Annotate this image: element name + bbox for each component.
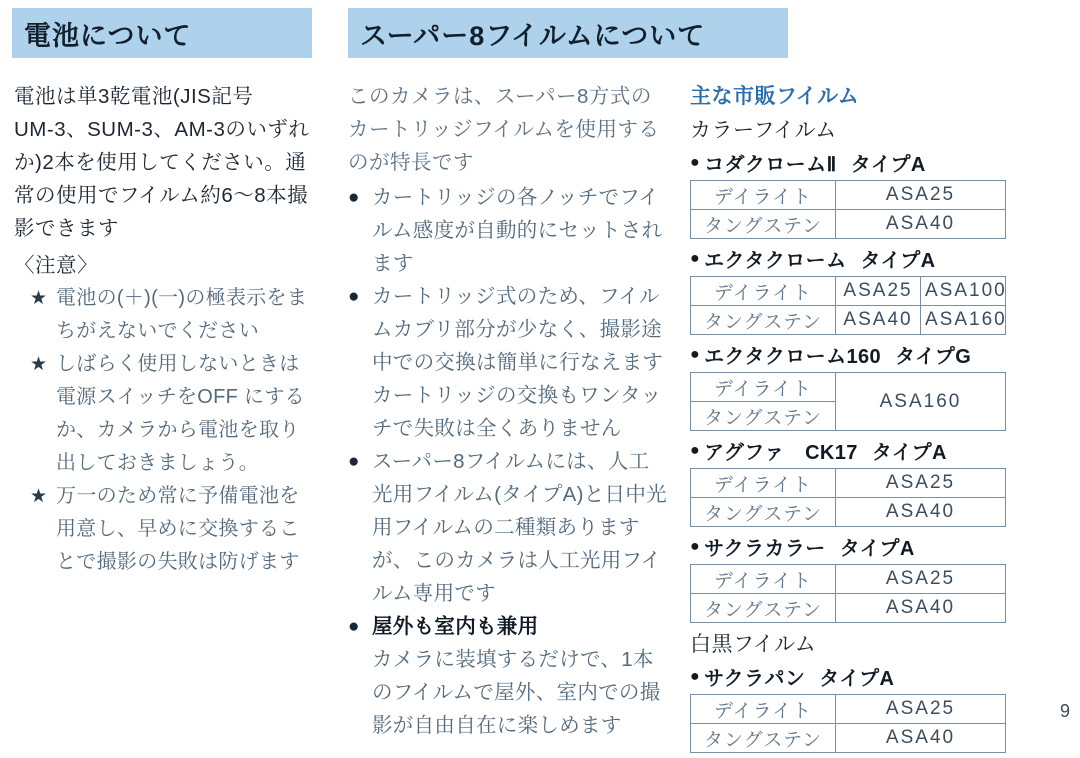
row-value: ASA40 (836, 210, 1006, 239)
film-heading (690, 340, 1020, 369)
list-item-text: 電池の(＋)(一)の極表示をまちがえないでください (56, 287, 308, 342)
row-value: ASA25 (836, 565, 1006, 594)
row-value-merged: ASA160 (836, 373, 1006, 431)
row-label: タングステン (691, 402, 836, 431)
film-heading (690, 436, 1020, 465)
table-row (691, 373, 1006, 402)
table-row (691, 469, 1006, 498)
list-item (348, 181, 668, 280)
dot-icon: ● (690, 249, 701, 267)
row-label: デイライト (691, 373, 836, 402)
row-value: ASA40 (836, 498, 1006, 527)
film-dual-use-body: カメラに装填するだけで、1本のフイルムで屋外、室内での撮影が自由自在に楽しめます (372, 648, 661, 737)
film-type: タイプA (819, 668, 895, 690)
row-label: タングステン (691, 594, 836, 623)
row-value: ASA160 (921, 306, 1006, 335)
dot-icon: ● (348, 616, 360, 637)
row-label: タングステン (691, 306, 836, 335)
film-heading (690, 148, 1020, 177)
section-header-battery-label: 電池について (24, 20, 192, 51)
section-header-battery (12, 8, 312, 58)
dot-icon: ● (690, 153, 701, 171)
row-label: デイライト (691, 277, 836, 306)
film-table (690, 694, 1006, 753)
film-heading (690, 532, 1020, 561)
section-header-film (348, 8, 788, 58)
list-item (348, 280, 668, 445)
battery-caution-list (14, 282, 314, 579)
film-type: タイプA (860, 250, 936, 272)
row-value: ASA25 (836, 277, 921, 306)
list-item-text: しばらく使用しないときは電源スイッチをOFF にするか、カメラから電池を取り出しておきましょう。 (56, 353, 305, 474)
film-name: エクタクローム160 (704, 346, 882, 368)
row-label: タングステン (691, 498, 836, 527)
film-type: タイプG (895, 346, 972, 368)
bw-film-section-label: 白黒フイルム (690, 633, 817, 656)
row-value: ASA100 (921, 277, 1006, 306)
row-value: ASA40 (836, 594, 1006, 623)
film-list-title: 主な市販フイルム (690, 85, 860, 108)
dot-icon: ● (690, 667, 701, 685)
dot-icon: ● (690, 345, 701, 363)
section-header-film-label: スーパー8フイルムについて (360, 20, 706, 51)
list-item (28, 480, 314, 579)
table-row (691, 210, 1006, 239)
list-item (348, 445, 668, 610)
table-row (691, 695, 1006, 724)
list-item-text: カートリッジの各ノッチでフイルム感度が自動的にセットされます (372, 186, 663, 275)
column-film-table (690, 80, 1020, 758)
film-name: コダクロームⅡ (704, 154, 837, 176)
row-label: デイライト (691, 181, 836, 210)
film-table (690, 468, 1006, 527)
list-item-text: 万一のため常に予備電池を用意し、早めに交換することで撮影の失敗は防げます (56, 485, 300, 573)
list-item (28, 282, 314, 348)
film-name: サクラカラー (704, 538, 826, 560)
row-label: タングステン (691, 724, 836, 753)
star-icon: ★ (30, 486, 48, 507)
list-item-highlight (348, 610, 668, 643)
film-heading (690, 244, 1020, 273)
table-row (691, 181, 1006, 210)
row-value: ASA25 (836, 695, 1006, 724)
battery-caution-heading: 〈注意〉 (14, 254, 98, 277)
film-table (690, 276, 1006, 335)
star-icon: ★ (30, 288, 48, 309)
film-intro-paragraph: このカメラは、スーパー8方式のカートリッジフイルムを使用するのが特長です (348, 85, 660, 174)
table-row (691, 594, 1006, 623)
table-row (691, 565, 1006, 594)
film-name: エクタクローム (704, 250, 847, 272)
row-value: ASA25 (836, 181, 1006, 210)
film-heading (690, 662, 1020, 691)
film-name: サクラパン (704, 668, 806, 690)
film-name: アグファ CK17 (704, 442, 858, 464)
film-type: タイプA (839, 538, 915, 560)
table-row (691, 306, 1006, 335)
page-number: 9 (1059, 701, 1070, 721)
row-value: ASA40 (836, 306, 921, 335)
film-table (690, 564, 1006, 623)
column-film-description (348, 80, 668, 742)
row-value: ASA25 (836, 469, 1006, 498)
list-item-text: カートリッジ式のため、フイルムカブリ部分が少なく、撮影途中での交換は簡単に行なえますカートリッジの交換もワンタッチで失敗は全くありません (372, 285, 664, 440)
color-film-section-label: カラーフイルム (690, 119, 837, 142)
row-label: タングステン (691, 210, 836, 239)
row-label: デイライト (691, 469, 836, 498)
list-item-text: スーパー8フイルムには、人工光用フイルム(タイプA)と日中光用フイルムの二種類ありますが、このカメラは人工光用フイルム専用です (372, 450, 667, 605)
table-row (691, 724, 1006, 753)
row-label: デイライト (691, 695, 836, 724)
dot-icon: ● (690, 537, 701, 555)
list-item (28, 348, 314, 480)
dot-icon: ● (348, 187, 360, 208)
film-table (690, 372, 1006, 431)
row-label: デイライト (691, 565, 836, 594)
star-icon: ★ (30, 354, 48, 375)
table-row (691, 498, 1006, 527)
dot-icon: ● (348, 451, 360, 472)
list-item-text: 屋外も室内も兼用 (372, 615, 539, 638)
dot-icon: ● (690, 441, 701, 459)
dot-icon: ● (348, 286, 360, 307)
battery-paragraph: 電池は単3乾電池(JIS記号 UM-3、SUM-3、AM-3のいずれか)2本を使用してください。通常の使用でフイルム約6～8本撮影できます (14, 85, 310, 240)
row-value: ASA40 (836, 724, 1006, 753)
film-table (690, 180, 1006, 239)
film-type: タイプA (850, 154, 926, 176)
film-feature-list (348, 181, 668, 643)
table-row (691, 277, 1006, 306)
column-battery (14, 80, 314, 579)
film-type: タイプA (871, 442, 947, 464)
